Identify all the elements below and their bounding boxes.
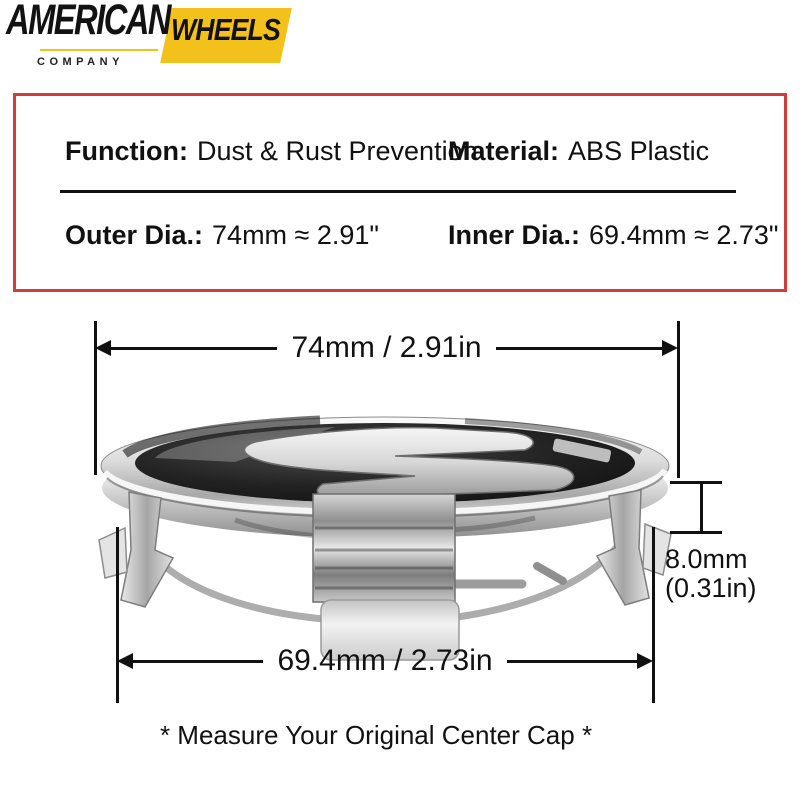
inner-dim-line-right (507, 660, 637, 663)
height-dimension-mm: 8.0mm (665, 544, 748, 574)
spec-function-value: Dust & Rust Prevention (196, 136, 478, 166)
spec-function (65, 136, 478, 167)
brand-logo (0, 0, 320, 80)
inner-dimension-label: 69.4mm / 2.73in (277, 644, 493, 677)
spec-divider-line (60, 190, 736, 193)
spec-material-value: ABS Plastic (568, 136, 710, 166)
height-dim-cap-top (670, 481, 722, 484)
footnote-text: * Measure Your Original Center Cap * (159, 720, 593, 750)
inner-dimension (117, 644, 653, 678)
height-dimension-label (665, 545, 757, 603)
spec-material-label: Material: (448, 136, 560, 166)
spec-box (13, 93, 787, 292)
left-clip-tab (99, 528, 127, 578)
outer-dim-arrow-left (95, 340, 111, 356)
spec-inner-dia-label: Inner Dia.: (448, 220, 581, 250)
height-dim-stem (700, 481, 703, 534)
center-clip-textured (313, 494, 455, 602)
outer-dim-line-right (496, 347, 662, 350)
inner-dim-arrow-left (117, 653, 133, 669)
height-dimension-in: (0.31in) (665, 573, 757, 603)
outer-dim-arrow-right (662, 340, 678, 356)
spec-material (448, 136, 709, 167)
inner-dim-line-left (133, 660, 263, 663)
logo-company-text: COMPANY (37, 56, 124, 68)
logo-underline (40, 49, 158, 51)
spec-function-label: Function: (65, 136, 188, 166)
spec-outer-dia-label: Outer Dia.: (65, 220, 204, 250)
logo-brand-bottom-text: WHEELS (171, 12, 280, 47)
outer-dim-line-left (111, 347, 277, 350)
spec-outer-dia (65, 220, 379, 251)
outer-dimension (95, 331, 678, 365)
spec-inner-dia-value: 69.4mm ≈ 2.73" (589, 220, 779, 250)
height-dim-cap-bottom (670, 531, 722, 534)
inner-dim-arrow-right (637, 653, 653, 669)
spec-inner-dia (448, 220, 779, 251)
wire-stub-far-right (537, 566, 563, 581)
logo-brand-top-text: AMERICAN (6, 0, 170, 44)
outer-dimension-label: 74mm / 2.91in (291, 331, 482, 364)
center-cap-photo (85, 400, 685, 680)
spec-outer-dia-value: 74mm ≈ 2.91" (212, 220, 380, 250)
